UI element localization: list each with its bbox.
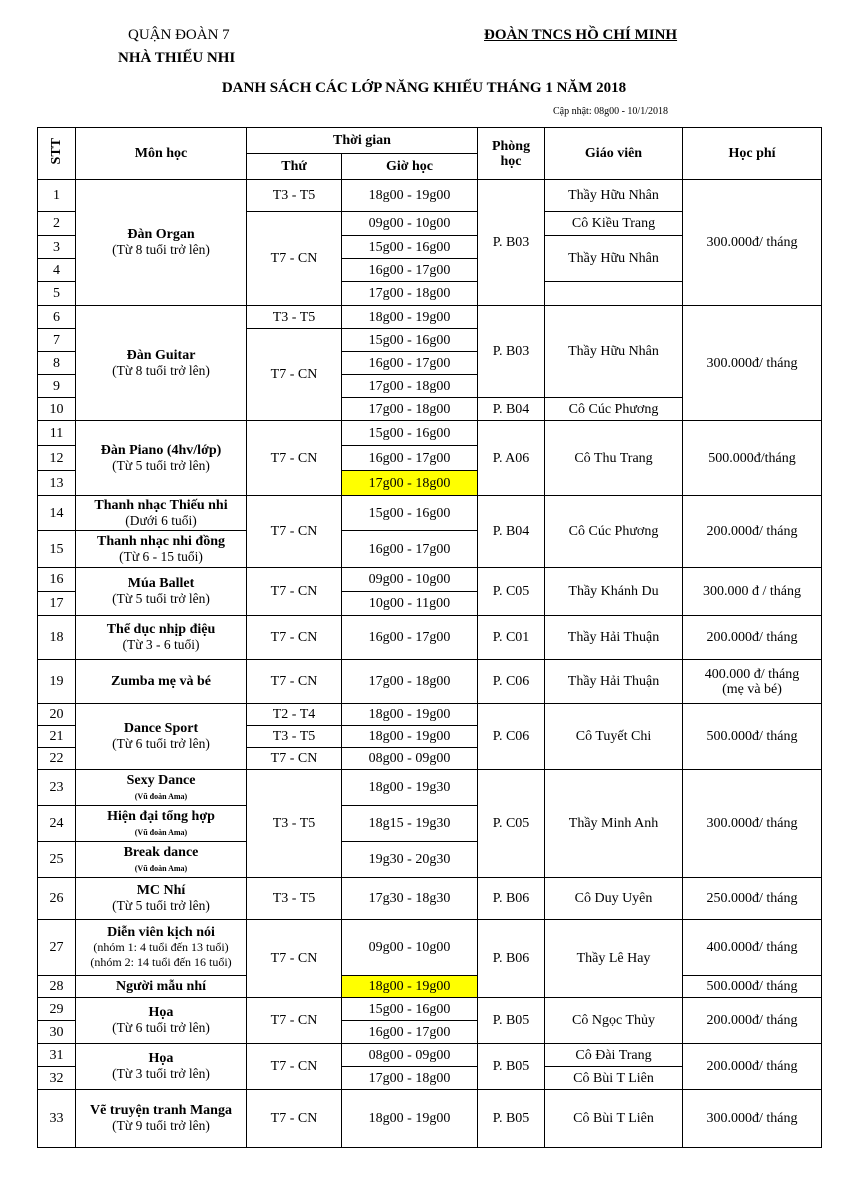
subject-cell: Đàn Piano (4hv/lớp) (Từ 5 tuổi trở lên) <box>76 421 247 496</box>
row-number: 15 <box>38 531 76 568</box>
row-number: 19 <box>38 660 76 704</box>
teacher-cell: Cô Tuyết Chi <box>545 704 683 770</box>
row-number: 4 <box>38 259 76 282</box>
row-number: 29 <box>38 998 76 1021</box>
col-room: Phòng học <box>478 128 545 180</box>
time-cell: 17g00 - 18g00 <box>342 282 478 306</box>
time-cell: 16g00 - 17g00 <box>342 1021 478 1044</box>
teacher-cell: Thầy Minh Anh <box>545 770 683 878</box>
day-cell: T3 - T5 <box>247 306 342 329</box>
row-number: 1 <box>38 180 76 212</box>
room-cell: P. C05 <box>478 568 545 616</box>
room-cell: P. C05 <box>478 770 545 878</box>
teacher-cell: Thầy Hữu Nhân <box>545 180 683 212</box>
subject-cell: Zumba mẹ và bé <box>76 660 247 704</box>
fee-cell: 200.000đ/ tháng <box>683 616 822 660</box>
fee-cell: 300.000 đ / tháng <box>683 568 822 616</box>
row-number: 32 <box>38 1067 76 1090</box>
time-cell: 15g00 - 16g00 <box>342 236 478 259</box>
time-cell: 16g00 - 17g00 <box>342 446 478 471</box>
col-subject: Môn học <box>76 128 247 180</box>
day-cell: T7 - CN <box>247 660 342 704</box>
row-number: 8 <box>38 352 76 375</box>
col-fee: Học phí <box>683 128 822 180</box>
col-teacher: Giáo viên <box>545 128 683 180</box>
subject-cell: Thể dục nhịp điệu (Từ 3 - 6 tuổi) <box>76 616 247 660</box>
subject-cell: Break dance (Vũ đoàn Ama) <box>76 842 247 878</box>
subject-cell: Diễn viên kịch nói (nhóm 1: 4 tuổi đến 13 tuổi) (nhóm 2: 14 tuổi đến 16 tuổi) <box>76 920 247 976</box>
time-cell: 08g00 - 09g00 <box>342 1044 478 1067</box>
updated-timestamp: Cập nhật: 08g00 - 10/1/2018 <box>553 106 668 117</box>
subject-cell: Múa Ballet (Từ 5 tuổi trở lên) <box>76 568 247 616</box>
time-cell: 18g00 - 19g00 <box>342 704 478 726</box>
time-cell: 17g00 - 18g00 <box>342 1067 478 1090</box>
row-number: 17 <box>38 592 76 616</box>
teacher-cell: Thầy Hữu Nhân <box>545 306 683 398</box>
row-number: 26 <box>38 878 76 920</box>
row-number: 20 <box>38 704 76 726</box>
class-schedule-table <box>37 127 822 1148</box>
day-cell: T7 - CN <box>247 568 342 616</box>
teacher-cell: Thầy Lê Hay <box>545 920 683 998</box>
fee-cell: 250.000đ/ tháng <box>683 878 822 920</box>
row-number: 24 <box>38 806 76 842</box>
fee-cell: 300.000đ/ tháng <box>683 180 822 306</box>
subject-cell: Sexy Dance (Vũ đoàn Ama) <box>76 770 247 806</box>
teacher-cell: Thầy Hải Thuận <box>545 660 683 704</box>
day-cell: T7 - CN <box>247 329 342 421</box>
time-cell: 15g00 - 16g00 <box>342 998 478 1021</box>
fee-cell: 400.000đ/ tháng <box>683 920 822 976</box>
room-cell: P. C06 <box>478 704 545 770</box>
row-number: 14 <box>38 496 76 531</box>
room-cell: P. B03 <box>478 306 545 398</box>
teacher-cell: Cô Đài Trang <box>545 1044 683 1067</box>
time-cell: 18g00 - 19g00 <box>342 306 478 329</box>
subject-cell: Vẽ truyện tranh Manga (Từ 9 tuổi trở lên) <box>76 1090 247 1148</box>
time-cell: 10g00 - 11g00 <box>342 592 478 616</box>
subject-cell: Thanh nhạc Thiếu nhi (Dưới 6 tuổi) <box>76 496 247 531</box>
day-cell: T7 - CN <box>247 616 342 660</box>
row-number: 3 <box>38 236 76 259</box>
time-cell: 16g00 - 17g00 <box>342 531 478 568</box>
subject-cell: Đàn Organ (Từ 8 tuổi trở lên) <box>76 180 247 306</box>
row-number: 9 <box>38 375 76 398</box>
room-cell: P. B03 <box>478 180 545 306</box>
row-number: 25 <box>38 842 76 878</box>
day-cell: T7 - CN <box>247 212 342 306</box>
room-cell: P. B05 <box>478 1044 545 1090</box>
room-cell: P. B06 <box>478 878 545 920</box>
row-number: 23 <box>38 770 76 806</box>
time-cell: 19g30 - 20g30 <box>342 842 478 878</box>
time-cell: 16g00 - 17g00 <box>342 352 478 375</box>
subject-cell: Họa (Từ 3 tuổi trở lên) <box>76 1044 247 1090</box>
row-number: 22 <box>38 748 76 770</box>
subject-cell: Hiện đại tổng hợp (Vũ đoàn Ama) <box>76 806 247 842</box>
time-cell: 18g15 - 19g30 <box>342 806 478 842</box>
time-cell: 17g00 - 18g00 <box>342 375 478 398</box>
teacher-cell: Cô Duy Uyên <box>545 878 683 920</box>
day-cell: T7 - CN <box>247 1044 342 1090</box>
col-stt: STT <box>38 128 76 180</box>
time-cell: 17g00 - 18g00 <box>342 660 478 704</box>
time-cell: 09g00 - 10g00 <box>342 920 478 976</box>
time-cell: 15g00 - 16g00 <box>342 329 478 352</box>
teacher-cell: Cô Cúc Phương <box>545 496 683 568</box>
row-number: 12 <box>38 446 76 471</box>
teacher-cell: Thầy Hữu Nhân <box>545 236 683 282</box>
fee-cell: 300.000đ/ tháng <box>683 306 822 421</box>
fee-cell: 200.000đ/ tháng <box>683 496 822 568</box>
time-cell: 18g00 - 19g00 <box>342 180 478 212</box>
day-cell: T7 - CN <box>247 748 342 770</box>
row-number: 21 <box>38 726 76 748</box>
row-number: 16 <box>38 568 76 592</box>
fee-cell: 500.000đ/tháng <box>683 421 822 496</box>
time-cell: 18g00 - 19g00 <box>342 1090 478 1148</box>
fee-cell: 500.000đ/ tháng <box>683 704 822 770</box>
teacher-cell: Cô Cúc Phương <box>545 398 683 421</box>
row-number: 27 <box>38 920 76 976</box>
teacher-cell <box>545 282 683 306</box>
union-name: ĐOÀN TNCS HỒ CHÍ MINH <box>484 27 678 43</box>
room-cell: P. B05 <box>478 1090 545 1148</box>
subject-cell: MC Nhí (Từ 5 tuổi trở lên) <box>76 878 247 920</box>
teacher-cell: Cô Bùi T Liên <box>545 1067 683 1090</box>
time-cell: 09g00 - 10g00 <box>342 212 478 236</box>
document-title: DANH SÁCH CÁC LỚP NĂNG KHIẾU THÁNG 1 NĂM 2018 <box>221 80 627 96</box>
room-cell: P. C06 <box>478 660 545 704</box>
room-cell: P. A06 <box>478 421 545 496</box>
time-cell: 08g00 - 09g00 <box>342 748 478 770</box>
row-number: 11 <box>38 421 76 446</box>
room-cell: P. C01 <box>478 616 545 660</box>
time-cell: 15g00 - 16g00 <box>342 421 478 446</box>
room-cell: P. B04 <box>478 398 545 421</box>
fee-cell: 200.000đ/ tháng <box>683 1044 822 1090</box>
time-cell: 18g00 - 19g30 <box>342 770 478 806</box>
time-cell-highlighted: 18g00 - 19g00 <box>342 976 478 998</box>
time-cell: 15g00 - 16g00 <box>342 496 478 531</box>
day-cell: T3 - T5 <box>247 180 342 212</box>
subject-cell: Họa (Từ 6 tuổi trở lên) <box>76 998 247 1044</box>
subject-cell: Dance Sport (Từ 6 tuổi trở lên) <box>76 704 247 770</box>
row-number: 2 <box>38 212 76 236</box>
day-cell: T2 - T4 <box>247 704 342 726</box>
col-day: Thứ <box>247 154 342 180</box>
room-cell: P. B06 <box>478 920 545 998</box>
teacher-cell: Thầy Hải Thuận <box>545 616 683 660</box>
col-hours: Giờ học <box>342 154 478 180</box>
fee-cell: 300.000đ/ tháng <box>683 1090 822 1148</box>
subject-cell: Thanh nhạc nhi đồng (Từ 6 - 15 tuổi) <box>76 531 247 568</box>
row-number: 33 <box>38 1090 76 1148</box>
district-name: QUẬN ĐOÀN 7 <box>128 27 230 43</box>
col-time: Thời gian <box>247 128 478 154</box>
time-cell: 16g00 - 17g00 <box>342 259 478 282</box>
row-number: 7 <box>38 329 76 352</box>
room-cell: P. B04 <box>478 496 545 568</box>
time-cell-highlighted: 17g00 - 18g00 <box>342 471 478 496</box>
row-number: 5 <box>38 282 76 306</box>
time-cell: 17g00 - 18g00 <box>342 398 478 421</box>
row-number: 31 <box>38 1044 76 1067</box>
fee-cell: 400.000 đ/ tháng (mẹ và bé) <box>683 660 822 704</box>
day-cell: T3 - T5 <box>247 878 342 920</box>
day-cell: T7 - CN <box>247 920 342 998</box>
day-cell: T3 - T5 <box>247 770 342 878</box>
subject-cell: Đàn Guitar (Từ 8 tuổi trở lên) <box>76 306 247 421</box>
row-number: 18 <box>38 616 76 660</box>
day-cell: T7 - CN <box>247 1090 342 1148</box>
subject-cell: Người mẫu nhí <box>76 976 247 998</box>
time-cell: 17g30 - 18g30 <box>342 878 478 920</box>
row-number: 13 <box>38 471 76 496</box>
fee-cell: 200.000đ/ tháng <box>683 998 822 1044</box>
day-cell: T7 - CN <box>247 998 342 1044</box>
room-cell: P. B05 <box>478 998 545 1044</box>
teacher-cell: Thầy Khánh Du <box>545 568 683 616</box>
organization-name: NHÀ THIẾU NHI <box>118 50 236 66</box>
time-cell: 09g00 - 10g00 <box>342 568 478 592</box>
teacher-cell: Cô Thu Trang <box>545 421 683 496</box>
time-cell: 16g00 - 17g00 <box>342 616 478 660</box>
teacher-cell: Cô Kiều Trang <box>545 212 683 236</box>
row-number: 30 <box>38 1021 76 1044</box>
row-number: 10 <box>38 398 76 421</box>
teacher-cell: Cô Bùi T Liên <box>545 1090 683 1148</box>
time-cell: 18g00 - 19g00 <box>342 726 478 748</box>
day-cell: T3 - T5 <box>247 726 342 748</box>
day-cell: T7 - CN <box>247 421 342 496</box>
row-number: 28 <box>38 976 76 998</box>
day-cell: T7 - CN <box>247 496 342 568</box>
row-number: 6 <box>38 306 76 329</box>
fee-cell: 500.000đ/ tháng <box>683 976 822 998</box>
fee-cell: 300.000đ/ tháng <box>683 770 822 878</box>
teacher-cell: Cô Ngọc Thủy <box>545 998 683 1044</box>
